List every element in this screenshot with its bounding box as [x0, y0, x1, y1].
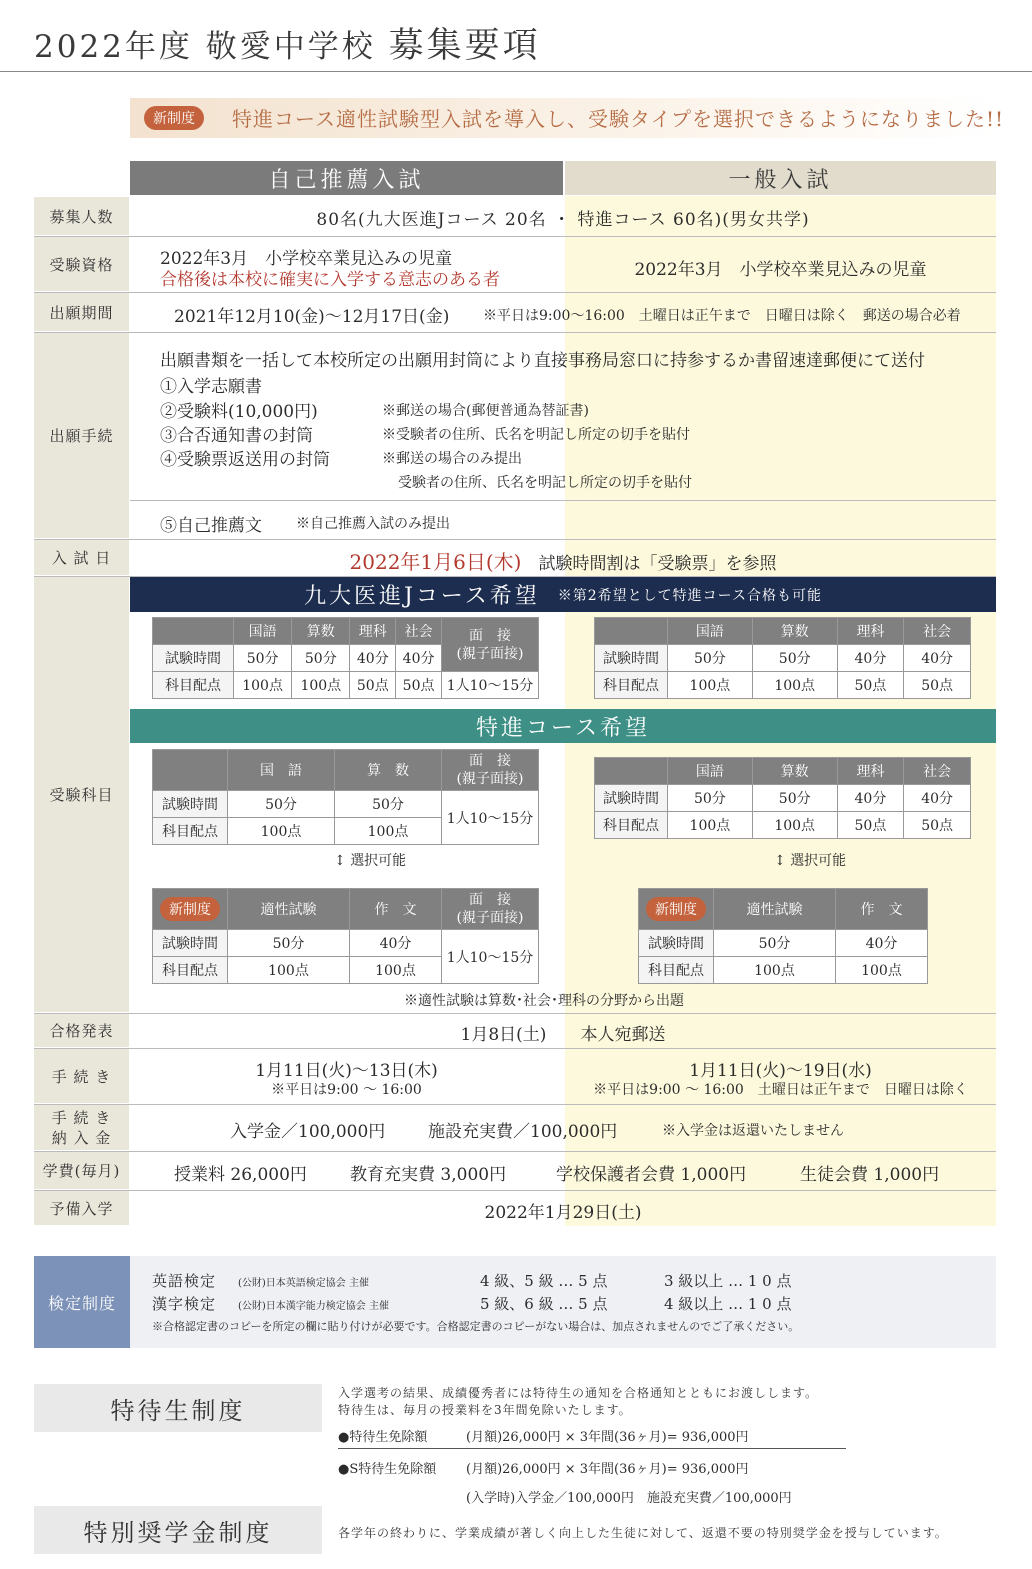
label-tetsuzuki: 出願手続 — [34, 333, 129, 538]
kentei-eiken-b: 3 級以上 … 1 0 点 — [664, 1272, 792, 1290]
tokushin-course-band: 特進コース希望 — [130, 709, 996, 743]
tokutai-divider — [338, 1448, 846, 1449]
select-arrow-right: ↕ 選択可能 — [774, 853, 847, 869]
label-nyushibi: 入 試 日 — [34, 540, 129, 575]
label-kamoku: 受験科目 — [34, 577, 129, 1012]
tokutai-row3-value: (入学時)入学金／100,000円 施設充実費／100,000円 — [466, 1491, 792, 1506]
kyudai-course-band: 九大医進Jコース希望 ※第2希望として特進コース合格も可能 — [130, 577, 996, 612]
column-header-self-recommend: 自己推薦入試 — [130, 161, 563, 195]
tetsuzuki-note-5: ※自己推薦入試のみ提出 — [296, 516, 450, 532]
label-gakuhi: 学費(毎月) — [34, 1152, 129, 1189]
gakuhi-seitokai: 生徒会費 1,000円 — [800, 1165, 940, 1185]
tokushin-self-table: 国 語 算 数 面 接 (親子面接) 試験時間 50分 50分 1人10〜15分 科目配点 100点 100点 — [152, 749, 539, 845]
tokutai-label: 特待生制度 — [34, 1384, 322, 1432]
tokutai-line-1: 入学選考の結果、成績優秀者には特待生の通知を合格通知とともにお渡しします。 — [338, 1386, 819, 1400]
title-divider — [0, 71, 1032, 72]
nonyu-nyugaku: 入学金／100,000円 — [230, 1122, 386, 1142]
notice-text: 特進コース適性試験型入試を導入し、受験タイプを選択できるようになりました!! — [232, 107, 1005, 131]
tokutai-line-2: 特待生は、毎月の授業料を3年間免除いたします。 — [338, 1403, 632, 1417]
new-system-badge: 新制度 — [160, 897, 220, 921]
label-te: 手 続 き — [34, 1049, 129, 1103]
label-shikaku: 受験資格 — [34, 237, 129, 291]
tetsuzuki-note-4b: 受験者の住所、氏名を明記し所定の切手を貼付 — [398, 475, 692, 491]
te-right: 1月11日(火)〜19日(水) — [689, 1061, 872, 1081]
new-system-notice — [130, 98, 1005, 138]
tokushin-general-table: 国語 算数 理科 社会 試験時間 50分 50分 40分 40分 科目配点 100点 100点 50点 50点 — [594, 757, 971, 839]
kentei-kanken-org: (公財)日本漢字能力検定協会 主催 — [238, 1301, 389, 1312]
te-right-note: ※平日は9:00 〜 16:00 土曜日は正午まで 日曜日は除く — [593, 1082, 968, 1098]
kyudai-general-table: 国語 算数 理科 社会 試験時間 50分 50分 40分 40分 科目配点 100点 100点 50点 50点 — [594, 617, 971, 699]
shogaku-label: 特別奨学金制度 — [34, 1506, 322, 1554]
gakuhi-jugyo: 授業料 26,000円 — [174, 1165, 307, 1185]
tekisei-self-table: 新制度 適性試験 作 文 面 接 (親子面接) 試験時間 50分 40分 1人10〜15分 科目配点 100点 100点 — [152, 888, 539, 984]
new-system-badge: 新制度 — [144, 106, 204, 130]
kentei-eiken: 英語検定 — [152, 1272, 217, 1290]
gakuhi-hogosha: 学校保護者会費 1,000円 — [556, 1165, 747, 1185]
tetsuzuki-note-2: ※郵送の場合(郵便普通為替証書) — [382, 403, 589, 419]
boshu-value: 80名(九大医進Jコース 20名 ・ 特進コース 60名)(男女共学) — [316, 210, 810, 230]
shogaku-text: 各学年の終わりに、学業成績が著しく向上した生徒に対して、返還不要の特別奨学金を授与しています。 — [338, 1526, 948, 1540]
kyudai-self-table: 国語 算数 理科 社会 面 接 (親子面接) 試験時間 50分 50分 40分 40分 科目配点 100点 100点 50点 50点 1人10〜15分 — [152, 617, 539, 699]
gakuhi-kyoiku: 教育充実費 3,000円 — [350, 1165, 507, 1185]
tokutai-row1-label: ●特待生免除額 — [338, 1430, 428, 1445]
nonyu-shisetsu: 施設充実費／100,000円 — [428, 1122, 618, 1142]
kentei-kanken-b: 4 級以上 … 1 0 点 — [664, 1295, 792, 1313]
te-left-note: ※平日は9:00 〜 16:00 — [271, 1082, 422, 1098]
tetsuzuki-item-4: ④受験票返送用の封筒 — [160, 450, 330, 470]
new-system-badge: 新制度 — [646, 897, 706, 921]
label-boshu: 募集人数 — [34, 197, 129, 235]
tokutai-row1-value: (月額)26,000円 × 3年間(36ヶ月)= 936,000円 — [466, 1430, 749, 1445]
kentei-label: 検定制度 — [34, 1256, 130, 1348]
column-header-general: 一般入試 — [565, 161, 996, 195]
shikaku-right: 2022年3月 小学校卒業見込みの児童 — [634, 260, 927, 280]
tekisei-note: ※適性試験は算数･社会･理科の分野から出題 — [404, 993, 684, 1009]
yobi-value: 2022年1月29日(土) — [484, 1203, 642, 1223]
kentei-eiken-a: 4 級、5 級 … 5 点 — [480, 1272, 608, 1290]
nyushibi-value: 2022年1月6日(木) 試験時間割は「受験票」を参照 — [349, 550, 777, 574]
kikan-date: 2021年12月10(金)〜12月17日(金) — [174, 307, 450, 327]
select-arrow-left: ↕ 選択可能 — [334, 853, 407, 869]
tetsuzuki-item-3: ③合否通知書の封筒 — [160, 426, 313, 446]
tetsuzuki-intro: 出願書類を一括して本校所定の出願用封筒により直接事務局窓口に持参するか書留速達郵便にて送付 — [160, 351, 925, 371]
shikaku-left-1: 2022年3月 小学校卒業見込みの児童 — [160, 249, 453, 269]
tetsuzuki-note-4a: ※郵送の場合のみ提出 — [382, 451, 522, 467]
label-nonyu: 手 続 き 納 入 金 — [34, 1105, 129, 1150]
tetsuzuki-item-5: ⑤自己推薦文 — [160, 516, 262, 536]
tekisei-general-table: 新制度 適性試験 作 文 試験時間 50分 40分 科目配点 100点 100点 — [638, 888, 928, 984]
kentei-note: ※合格認定書のコピーを所定の欄に貼り付けが必要です。合格認定書のコピーがない場合は、加点されませんのでご了承ください。 — [152, 1320, 800, 1333]
label-kikan: 出願期間 — [34, 293, 129, 331]
kentei-kanken: 漢字検定 — [152, 1295, 217, 1313]
happyo-value: 1月8日(土) 本人宛郵送 — [460, 1025, 666, 1045]
kentei-kanken-a: 5 級、6 級 … 5 点 — [480, 1295, 608, 1313]
tetsuzuki-item-2: ②受験料(10,000円) — [160, 402, 318, 422]
tetsuzuki-note-3: ※受験者の住所、氏名を明記し所定の切手を貼付 — [382, 427, 690, 443]
label-yobi: 予備入学 — [34, 1191, 129, 1225]
kentei-eiken-org: (公財)日本英語検定協会 主催 — [238, 1278, 369, 1289]
tokutai-row2-value: (月額)26,000円 × 3年間(36ヶ月)= 936,000円 — [466, 1462, 749, 1477]
tetsuzuki-item-1: ①入学志願書 — [160, 377, 262, 397]
kikan-note: ※平日は9:00〜16:00 土曜日は正午まで 日曜日は除く 郵送の場合必着 — [483, 308, 961, 324]
label-happyo: 合格発表 — [34, 1014, 129, 1047]
nonyu-note: ※入学金は返還いたしません — [662, 1123, 844, 1139]
shikaku-left-2: 合格後は本校に確実に入学する意志のある者 — [160, 270, 500, 290]
tokutai-row2-label: ●S特待生免除額 — [338, 1462, 437, 1477]
te-left: 1月11日(火)〜13日(木) — [255, 1061, 438, 1081]
page-title: 2022年度 敬愛中学校 募集要項 — [34, 26, 541, 66]
